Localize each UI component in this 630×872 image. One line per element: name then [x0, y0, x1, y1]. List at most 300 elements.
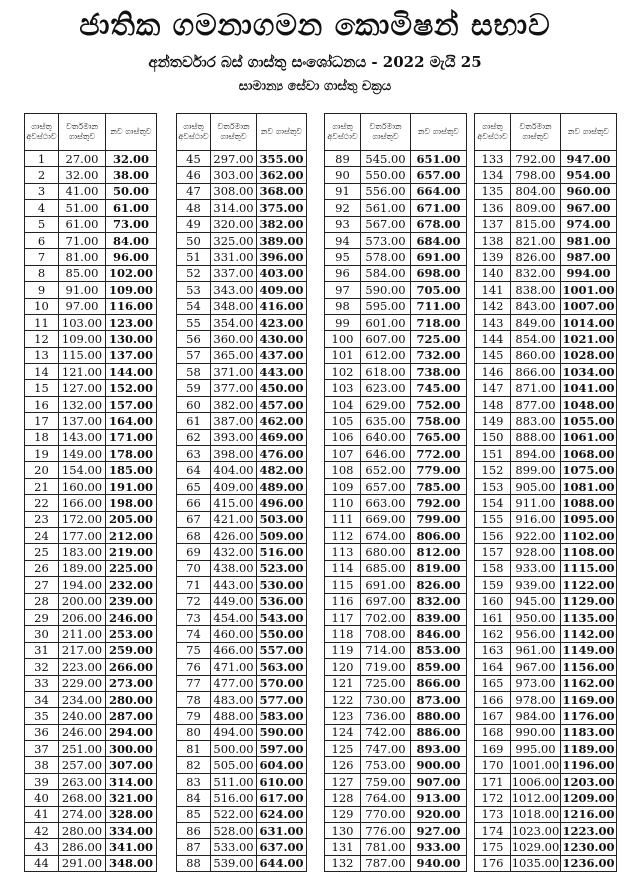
- current-fare-cell: 618.00: [361, 364, 411, 380]
- new-fare-cell: 314.00: [106, 773, 157, 789]
- current-fare-cell: 331.00: [211, 249, 257, 265]
- current-fare-cell: 229.00: [59, 675, 106, 691]
- current-fare-cell: 742.00: [361, 724, 411, 740]
- new-fare-cell: 259.00: [106, 642, 157, 658]
- fare-stage-cell: 8: [25, 265, 59, 281]
- current-fare-cell: 160.00: [59, 478, 106, 494]
- fare-stage-cell: 12: [25, 331, 59, 347]
- new-fare-cell: 130.00: [106, 331, 157, 347]
- new-fare-cell: 437.00: [257, 347, 307, 363]
- current-fare-cell: 348.00: [211, 298, 257, 314]
- fare-stage-cell: 57: [177, 347, 211, 363]
- current-fare-cell: 905.00: [511, 478, 561, 494]
- fare-stage-cell: 158: [475, 560, 511, 576]
- table-row: [25, 167, 157, 183]
- table-row: [325, 544, 467, 560]
- fare-stage-cell: 143: [475, 314, 511, 330]
- table-row: [25, 659, 157, 675]
- table-row: [325, 560, 467, 576]
- table-row: [25, 609, 157, 625]
- new-fare-cell: 300.00: [106, 741, 157, 757]
- fare-stage-cell: 137: [475, 216, 511, 232]
- fare-stage-cell: 67: [177, 511, 211, 527]
- table-row: [25, 380, 157, 396]
- new-fare-cell: 738.00: [411, 364, 467, 380]
- table-row: [177, 200, 307, 216]
- table-row: [177, 708, 307, 724]
- new-fare-cell: 967.00: [561, 200, 617, 216]
- fare-stage-cell: 87: [177, 839, 211, 855]
- table-row: [475, 298, 617, 314]
- current-fare-cell: 71.00: [59, 232, 106, 248]
- table-row: [475, 626, 617, 642]
- table-row: [475, 691, 617, 707]
- table-row: [25, 773, 157, 789]
- fare-stage-cell: 151: [475, 446, 511, 462]
- fare-stage-cell: 146: [475, 364, 511, 380]
- current-fare-cell: 871.00: [511, 380, 561, 396]
- table-row: [177, 314, 307, 330]
- new-fare-cell: 698.00: [411, 265, 467, 281]
- table-row: [325, 659, 467, 675]
- fare-stage-cell: 29: [25, 609, 59, 625]
- new-fare-cell: 624.00: [257, 806, 307, 822]
- fare-stage-cell: 55: [177, 314, 211, 330]
- current-fare-cell: 251.00: [59, 741, 106, 757]
- table-row: [325, 577, 467, 593]
- new-fare-cell: 362.00: [257, 167, 307, 183]
- current-fare-cell: 189.00: [59, 560, 106, 576]
- current-fare-cell: 883.00: [511, 413, 561, 429]
- new-fare-cell: 1149.00: [562, 643, 615, 658]
- table-row: [325, 216, 467, 232]
- fare-stage-cell: 140: [475, 265, 511, 281]
- table-row: [325, 462, 467, 478]
- fare-stage-cell: 3: [25, 183, 59, 199]
- new-fare-cell: 577.00: [257, 691, 307, 707]
- fare-stage-cell: 40: [25, 790, 59, 806]
- table-row: [475, 855, 617, 871]
- table-row: [325, 265, 467, 281]
- current-fare-cell: 127.00: [59, 380, 106, 396]
- fare-stage-cell: 122: [325, 691, 361, 707]
- new-fare-cell: 509.00: [257, 527, 307, 543]
- new-fare-cell: 294.00: [106, 724, 157, 740]
- fare-stage-cell: 147: [475, 380, 511, 396]
- fare-stage-cell: 44: [25, 855, 59, 871]
- current-fare-cell: 471.00: [211, 659, 257, 675]
- fare-stage-cell: 127: [325, 773, 361, 789]
- fare-stage-cell: 149: [475, 413, 511, 429]
- current-fare-cell: 714.00: [361, 642, 411, 658]
- table-row: [475, 167, 617, 183]
- table-row: [25, 741, 157, 757]
- new-fare-cell: 1183.00: [562, 725, 615, 740]
- fare-stage-cell: 74: [177, 626, 211, 642]
- current-fare-cell: 539.00: [211, 855, 257, 871]
- current-fare-cell: 426.00: [211, 527, 257, 543]
- table-row: [475, 806, 617, 822]
- current-fare-cell: 223.00: [59, 659, 106, 675]
- fare-stage-cell: 19: [25, 446, 59, 462]
- current-fare-cell: 477.00: [211, 675, 257, 691]
- new-fare-cell: 550.00: [257, 626, 307, 642]
- table-row: [325, 167, 467, 183]
- current-fare-cell: 1029.00: [511, 840, 560, 855]
- current-fare-cell: 860.00: [511, 347, 561, 363]
- table-row: [25, 823, 157, 839]
- fare-stage-cell: 159: [475, 577, 511, 593]
- table-row: [475, 757, 617, 773]
- current-fare-cell: 691.00: [361, 577, 411, 593]
- new-fare-cell: 496.00: [257, 495, 307, 511]
- table-row: [177, 741, 307, 757]
- fare-stage-cell: 107: [325, 446, 361, 462]
- table-row: [177, 167, 307, 183]
- table-row: [325, 396, 467, 412]
- table-row: [475, 593, 617, 609]
- current-fare-cell: 792.00: [511, 151, 561, 167]
- table-row: [25, 757, 157, 773]
- fare-stage-cell: 41: [25, 806, 59, 822]
- current-fare-cell: 815.00: [511, 216, 561, 232]
- fare-stage-cell: 168: [475, 724, 511, 740]
- current-fare-cell: 404.00: [211, 462, 257, 478]
- table-row: [325, 626, 467, 642]
- current-fare-cell: 922.00: [511, 527, 561, 543]
- fare-stage-cell: 64: [177, 462, 211, 478]
- new-fare-cell: 866.00: [411, 675, 467, 691]
- fare-stage-cell: 59: [177, 380, 211, 396]
- fare-stage-cell: 18: [25, 429, 59, 445]
- new-fare-cell: 1014.00: [562, 315, 615, 330]
- current-fare-cell: 398.00: [211, 446, 257, 462]
- new-fare-cell: 450.00: [257, 380, 307, 396]
- current-fare-cell: 494.00: [211, 724, 257, 740]
- new-fare-cell: 152.00: [106, 380, 157, 396]
- fare-stage-cell: 155: [475, 511, 511, 527]
- table-row: [475, 413, 617, 429]
- table-row: [25, 364, 157, 380]
- new-fare-cell: 457.00: [257, 396, 307, 412]
- table-row: [475, 396, 617, 412]
- table-row: [177, 380, 307, 396]
- current-fare-cell: 511.00: [211, 773, 257, 789]
- header-new-fare: නව ගාස්තුව: [106, 114, 157, 151]
- table-row: [177, 790, 307, 806]
- current-fare-cell: 849.00: [511, 314, 561, 330]
- fare-table-header: [25, 114, 157, 151]
- fare-stage-cell: 38: [25, 757, 59, 773]
- current-fare-cell: 382.00: [211, 396, 257, 412]
- new-fare-cell: 853.00: [411, 642, 467, 658]
- table-row: [475, 314, 617, 330]
- new-fare-cell: 886.00: [411, 724, 467, 740]
- table-row: [177, 462, 307, 478]
- table-row: [325, 249, 467, 265]
- table-row: [325, 855, 467, 871]
- table-row: [25, 282, 157, 298]
- fare-stage-cell: 170: [475, 757, 511, 773]
- new-fare-cell: 947.00: [561, 151, 617, 167]
- fare-table-1: [24, 113, 157, 872]
- current-fare-cell: 623.00: [361, 380, 411, 396]
- current-fare-cell: 646.00: [361, 446, 411, 462]
- table-row: [177, 331, 307, 347]
- new-fare-cell: 691.00: [411, 249, 467, 265]
- new-fare-cell: 423.00: [257, 314, 307, 330]
- table-row: [475, 659, 617, 675]
- header-stage: ගාස්තු අවස්ථාව: [177, 114, 211, 151]
- fare-stage-cell: 34: [25, 691, 59, 707]
- fare-stage-cell: 105: [325, 413, 361, 429]
- fare-stage-cell: 77: [177, 675, 211, 691]
- new-fare-cell: 644.00: [257, 855, 307, 871]
- table-row: [475, 773, 617, 789]
- table-row: [475, 609, 617, 625]
- new-fare-cell: 239.00: [106, 593, 157, 609]
- new-fare-cell: 873.00: [411, 691, 467, 707]
- fare-stage-cell: 45: [177, 151, 211, 167]
- table-row: [177, 364, 307, 380]
- table-row: [25, 396, 157, 412]
- table-row: [325, 314, 467, 330]
- table-row: [25, 593, 157, 609]
- current-fare-cell: 984.00: [511, 708, 561, 724]
- current-fare-cell: 303.00: [211, 167, 257, 183]
- fare-stage-cell: 125: [325, 741, 361, 757]
- fare-stage-cell: 167: [475, 708, 511, 724]
- table-row: [325, 478, 467, 494]
- new-fare-cell: 960.00: [561, 183, 617, 199]
- fare-stage-cell: 116: [325, 593, 361, 609]
- new-fare-cell: 1041.00: [562, 381, 615, 396]
- current-fare-cell: 635.00: [361, 413, 411, 429]
- fare-stage-cell: 7: [25, 249, 59, 265]
- current-fare-cell: 573.00: [361, 232, 411, 248]
- current-fare-cell: 719.00: [361, 659, 411, 675]
- current-fare-cell: 838.00: [511, 282, 561, 298]
- current-fare-cell: 702.00: [361, 609, 411, 625]
- fare-stage-cell: 89: [325, 151, 361, 167]
- current-fare-cell: 263.00: [59, 773, 106, 789]
- fare-stage-cell: 65: [177, 478, 211, 494]
- table-row: [475, 429, 617, 445]
- table-row: [475, 560, 617, 576]
- new-fare-cell: 328.00: [106, 806, 157, 822]
- current-fare-cell: 172.00: [59, 511, 106, 527]
- new-fare-cell: 516.00: [257, 544, 307, 560]
- current-fare-cell: 51.00: [59, 200, 106, 216]
- fare-stage-cell: 166: [475, 691, 511, 707]
- new-fare-cell: 50.00: [106, 183, 157, 199]
- current-fare-cell: 911.00: [511, 495, 561, 511]
- new-fare-cell: 355.00: [257, 151, 307, 167]
- current-fare-cell: 343.00: [211, 282, 257, 298]
- table-row: [25, 249, 157, 265]
- current-fare-cell: 143.00: [59, 429, 106, 445]
- new-fare-cell: 664.00: [411, 183, 467, 199]
- current-fare-cell: 1012.00: [511, 790, 560, 805]
- table-row: [325, 823, 467, 839]
- new-fare-cell: 123.00: [106, 314, 157, 330]
- table-row: [177, 413, 307, 429]
- current-fare-cell: 286.00: [59, 839, 106, 855]
- fare-stage-cell: 129: [325, 806, 361, 822]
- new-fare-cell: 954.00: [561, 167, 617, 183]
- table-row: [475, 347, 617, 363]
- current-fare-cell: 121.00: [59, 364, 106, 380]
- current-fare-cell: 894.00: [511, 446, 561, 462]
- current-fare-cell: 246.00: [59, 724, 106, 740]
- table-row: [25, 855, 157, 871]
- new-fare-cell: 684.00: [411, 232, 467, 248]
- fare-stage-cell: 1: [25, 151, 59, 167]
- new-fare-cell: 266.00: [106, 659, 157, 675]
- table-row: [325, 200, 467, 216]
- fare-stage-cell: 128: [325, 790, 361, 806]
- new-fare-cell: 637.00: [257, 839, 307, 855]
- table-row: [177, 773, 307, 789]
- current-fare-cell: 337.00: [211, 265, 257, 281]
- current-fare-cell: 460.00: [211, 626, 257, 642]
- current-fare-cell: 933.00: [511, 560, 561, 576]
- fare-stage-cell: 50: [177, 232, 211, 248]
- table-row: [475, 495, 617, 511]
- current-fare-cell: 759.00: [361, 773, 411, 789]
- fare-stage-cell: 123: [325, 708, 361, 724]
- table-row: [177, 544, 307, 560]
- new-fare-cell: 341.00: [106, 839, 157, 855]
- current-fare-cell: 183.00: [59, 544, 106, 560]
- new-fare-cell: 1007.00: [562, 299, 615, 314]
- new-fare-cell: 225.00: [106, 560, 157, 576]
- header-current-fare: වර්තමාන ගාස්තුව: [211, 114, 257, 151]
- table-row: [177, 265, 307, 281]
- table-row: [475, 839, 617, 855]
- current-fare-cell: 770.00: [361, 806, 411, 822]
- table-row: [25, 462, 157, 478]
- fare-stage-cell: 43: [25, 839, 59, 855]
- new-fare-cell: 205.00: [106, 511, 157, 527]
- new-fare-cell: 900.00: [411, 757, 467, 773]
- table-row: [325, 757, 467, 773]
- current-fare-cell: 550.00: [361, 167, 411, 183]
- current-fare-cell: 607.00: [361, 331, 411, 347]
- current-fare-cell: 109.00: [59, 331, 106, 347]
- table-row: [25, 265, 157, 281]
- current-fare-cell: 669.00: [361, 511, 411, 527]
- new-fare-cell: 219.00: [106, 544, 157, 560]
- table-row: [25, 413, 157, 429]
- table-row: [25, 839, 157, 855]
- current-fare-cell: 421.00: [211, 511, 257, 527]
- fare-stage-cell: 39: [25, 773, 59, 789]
- fare-stage-cell: 5: [25, 216, 59, 232]
- current-fare-cell: 561.00: [361, 200, 411, 216]
- document-subtitle-secondary: සාමාන්‍ය සේවා ගාස්තු චක්‍රය: [238, 79, 392, 94]
- new-fare-cell: 375.00: [257, 200, 307, 216]
- fare-stage-cell: 162: [475, 626, 511, 642]
- table-row: [177, 855, 307, 871]
- fare-stage-cell: 48: [177, 200, 211, 216]
- new-fare-cell: 671.00: [411, 200, 467, 216]
- current-fare-cell: 578.00: [361, 249, 411, 265]
- fare-stage-cell: 71: [177, 577, 211, 593]
- new-fare-cell: 705.00: [411, 282, 467, 298]
- new-fare-cell: 1216.00: [562, 807, 615, 822]
- table-row: [475, 265, 617, 281]
- fare-stage-cell: 60: [177, 396, 211, 412]
- table-row: [475, 331, 617, 347]
- new-fare-cell: 792.00: [411, 495, 467, 511]
- fare-stage-cell: 98: [325, 298, 361, 314]
- current-fare-cell: 990.00: [511, 724, 561, 740]
- fare-stage-cell: 11: [25, 314, 59, 330]
- new-fare-cell: 61.00: [106, 200, 157, 216]
- table-row: [475, 282, 617, 298]
- table-row: [177, 511, 307, 527]
- fare-stage-cell: 63: [177, 446, 211, 462]
- current-fare-cell: 916.00: [511, 511, 561, 527]
- new-fare-cell: 253.00: [106, 626, 157, 642]
- current-fare-cell: 1006.00: [511, 774, 560, 789]
- current-fare-cell: 821.00: [511, 232, 561, 248]
- current-fare-cell: 556.00: [361, 183, 411, 199]
- new-fare-cell: 920.00: [411, 806, 467, 822]
- new-fare-cell: 96.00: [106, 249, 157, 265]
- table-row: [475, 446, 617, 462]
- current-fare-cell: 257.00: [59, 757, 106, 773]
- current-fare-cell: 961.00: [511, 642, 561, 658]
- current-fare-cell: 291.00: [59, 855, 106, 871]
- new-fare-cell: 758.00: [411, 413, 467, 429]
- new-fare-cell: 859.00: [411, 659, 467, 675]
- current-fare-cell: 1018.00: [511, 807, 560, 822]
- fare-stage-cell: 6: [25, 232, 59, 248]
- table-row: [25, 806, 157, 822]
- fare-stage-cell: 120: [325, 659, 361, 675]
- fare-stage-cell: 69: [177, 544, 211, 560]
- new-fare-cell: 604.00: [257, 757, 307, 773]
- current-fare-cell: 899.00: [511, 462, 561, 478]
- fare-stage-cell: 52: [177, 265, 211, 281]
- new-fare-cell: 1236.00: [562, 856, 615, 871]
- table-row: [25, 151, 157, 167]
- current-fare-cell: 843.00: [511, 298, 561, 314]
- fare-stage-cell: 102: [325, 364, 361, 380]
- current-fare-cell: 387.00: [211, 413, 257, 429]
- new-fare-cell: 987.00: [561, 249, 617, 265]
- fare-stage-cell: 78: [177, 691, 211, 707]
- fare-stage-cell: 173: [475, 806, 511, 822]
- table-row: [177, 659, 307, 675]
- fare-stage-cell: 132: [325, 855, 361, 871]
- current-fare-cell: 978.00: [511, 691, 561, 707]
- current-fare-cell: 854.00: [511, 331, 561, 347]
- table-row: [475, 200, 617, 216]
- fare-stage-cell: 95: [325, 249, 361, 265]
- fare-stage-cell: 20: [25, 462, 59, 478]
- new-fare-cell: 772.00: [411, 446, 467, 462]
- fare-stage-cell: 92: [325, 200, 361, 216]
- new-fare-cell: 933.00: [411, 839, 467, 855]
- new-fare-cell: 1223.00: [562, 823, 615, 838]
- fare-stage-cell: 118: [325, 626, 361, 642]
- current-fare-cell: 206.00: [59, 609, 106, 625]
- table-row: [25, 560, 157, 576]
- new-fare-cell: 212.00: [106, 527, 157, 543]
